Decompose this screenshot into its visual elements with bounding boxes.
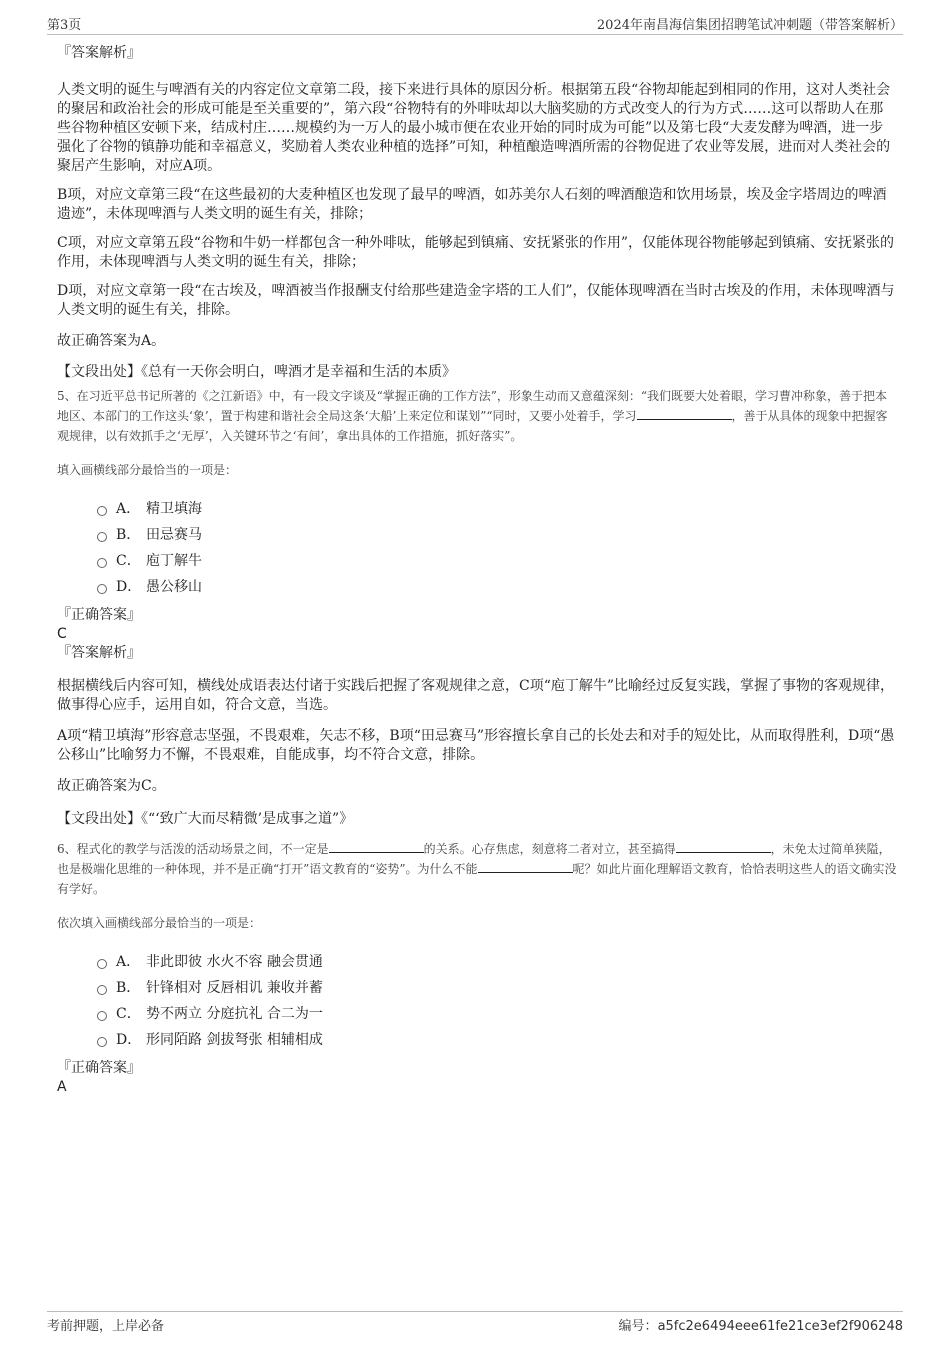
q4-analysis-paragraph: 人类文明的诞生与啤酒有关的内容定位文章第二段，接下来进行具体的原因分析。根据第五段“谷物却能起到相同的作用，这对人类社会的聚居和政治社会的形成可能是至关重要的”，第六段“谷物特有的外啡呔却以大脑奖励的方式改变人的行为方式……这可以帮助人在那些谷物种植区安顿下来，结成村庄……规模约为一万人的最小城市便在农业开始的同时成为可能”以及第七段“大麦发酵为啤酒，进一步强化了谷物的镇静功能和幸福意义，奖励着人类农业种植的选择”可知，种植酿造啤酒所需的谷物促进了农业等发展，进而对人类社会的聚居产生影响，对应A项。: [57, 82, 891, 174]
option-letter: A．: [116, 954, 141, 970]
q4-analysis-paragraph: C项，对应文章第五段“谷物和牛奶一样都包含一种外啡呔，能够起到镇痛、安抚紧张的作用”，仅能体现谷物能够起到镇痛、安抚紧张的作用，未体现啤酒与人类文明的诞生有关，排除；: [57, 235, 895, 270]
q5-analysis-paragraph: 根据横线后内容可知，横线处成语表达付诸于实践后把握了客观规律之意，C项“庖丁解牛”比喻经过反复实践，掌握了事物的客观规律，做事得心应手，运用自如，符合文意，当选。: [57, 678, 895, 713]
q4-analysis-paragraph: D项，对应文章第一段“在古埃及，啤酒被当作报酬支付给那些建造金字塔的工人们”，仅能体现啤酒在当时古埃及的作用，未体现啤酒与人类文明的诞生有关，排除。: [57, 283, 895, 318]
q5-option-a[interactable]: [97, 496, 897, 522]
footer-motto: 考前押题，上岸必备: [47, 1319, 165, 1334]
q6-stem: [57, 839, 897, 899]
q5-analysis-label: 『答案解析』: [57, 645, 141, 661]
serial-value: a5fc2e6494eee61fe21ce3ef2f906248: [657, 1319, 903, 1334]
q5-analysis-paragraph: A项“精卫填海”形容意志坚强，不畏艰难，矢志不移，B项“田忌赛马”形容擅长拿自己的长处去和对手的短处比，从而取得胜利，D项“愚公移山”比喻努力不懈，不畏艰难，自能成事，均不符合文意，排除。: [57, 728, 895, 763]
q5-conclusion: 故正确答案为C。: [57, 778, 166, 794]
radio-button[interactable]: [97, 506, 107, 516]
page-content: [57, 44, 897, 1097]
radio-button[interactable]: [97, 532, 107, 542]
q6-stem-part: 呢？如此片面化理解语文教育，恰恰表明这些人的语文确实没有学好。: [57, 862, 897, 896]
q5-prompt: 填入画横线部分最恰当的一项是：: [57, 463, 238, 477]
document-title: 2024年南昌海信集团招聘笔试冲刺题（带答案解析）: [596, 18, 903, 33]
q5-option-c[interactable]: [97, 548, 897, 574]
q6-option-b[interactable]: [97, 975, 897, 1001]
q6-answer-label: 『正确答案』: [57, 1060, 141, 1076]
page-footer: [47, 1311, 903, 1335]
option-text: 庖丁解牛: [146, 553, 202, 569]
option-text: 形同陌路 剑拔弩张 相辅相成: [146, 1032, 323, 1048]
q4-analysis-label: 『答案解析』: [57, 45, 141, 61]
q5-source: 【文段出处】《“‘致广大而尽精微’是成事之道”》: [57, 811, 354, 827]
q6-option-c[interactable]: [97, 1001, 897, 1027]
q5-stem-part: ，善于从具体的现象中把握客观规律，以有效抓手之‘无厚’，入关键环节之‘有间’，拿出具体的工作措施，抓好落实”。: [57, 409, 888, 443]
q5-answer-label: 『正确答案』: [57, 607, 141, 623]
option-text: 针锋相对 反唇相讥 兼收并蓄: [146, 980, 323, 996]
q5-answer: C: [57, 626, 67, 642]
option-letter: D．: [116, 1032, 142, 1048]
option-text: 非此即彼 水火不容 融会贯通: [146, 954, 323, 970]
fill-blank: [637, 407, 732, 420]
option-text: 精卫填海: [146, 501, 202, 517]
option-text: 愚公移山: [146, 579, 202, 595]
option-letter: A．: [116, 501, 141, 517]
fill-blank: [329, 840, 424, 853]
radio-button[interactable]: [97, 584, 107, 594]
page-header: [47, 14, 903, 35]
radio-button[interactable]: [97, 558, 107, 568]
q4-analysis-paragraph: B项，对应文章第三段“在这些最初的大麦种植区也发现了最早的啤酒，如苏美尔人石刻的啤酒酿造和饮用场景，埃及金字塔周边的啤酒遗迹”，未体现啤酒与人类文明的诞生有关，排除；: [57, 187, 887, 222]
q4-conclusion: 故正确答案为A。: [57, 333, 166, 349]
q6-prompt: 依次填入画横线部分最恰当的一项是：: [57, 916, 262, 930]
option-letter: B．: [116, 980, 141, 996]
radio-button[interactable]: [97, 1011, 107, 1021]
q5-option-d[interactable]: [97, 574, 897, 600]
option-letter: B．: [116, 527, 141, 543]
option-letter: C．: [116, 553, 141, 569]
option-letter: D．: [116, 579, 142, 595]
option-text: 势不两立 分庭抗礼 合二为一: [146, 1006, 323, 1022]
option-letter: C．: [116, 1006, 141, 1022]
radio-button[interactable]: [97, 1037, 107, 1047]
q6-option-a[interactable]: [97, 949, 897, 975]
radio-button[interactable]: [97, 985, 107, 995]
q6-stem-part: ，未免太过简单狭隘，也是极端化思维的一种体现，并不是正确“打开”语文教育的“姿势”。为什么不能: [57, 842, 891, 876]
q4-source: 【文段出处】《总有一天你会明白，啤酒才是幸福和生活的本质》: [57, 364, 456, 380]
serial-label: 编号：: [618, 1319, 658, 1334]
q5-stem-part: 5、在习近平总书记所著的《之江新语》中，有一段文字谈及“掌握正确的工作方法”，形象生动而又意蕴深刻：“我们既要大处着眼，学习曹冲称象，善于把本地区、本部门的工作这头‘象’，置于构建和谐社会全局这条‘大船’上来定位和谋划”“同时，又要小处着手，学习: [57, 389, 888, 423]
radio-button[interactable]: [97, 959, 107, 969]
q5-stem: [57, 386, 897, 446]
document-serial: [619, 1315, 903, 1334]
q6-stem-part: 6、程式化的教学与活泼的活动场景之间，不一定是: [57, 842, 329, 856]
fill-blank: [676, 840, 771, 853]
q6-options: [97, 949, 897, 1053]
option-text: 田忌赛马: [146, 527, 202, 543]
fill-blank: [478, 860, 573, 873]
q6-option-d[interactable]: [97, 1027, 897, 1053]
q5-options: [97, 496, 897, 600]
q6-stem-part: 的关系。心存焦虑，刻意将二者对立，甚至搞得: [423, 842, 676, 856]
page-number: 第3页: [47, 18, 82, 33]
q6-answer: A: [57, 1079, 67, 1095]
q5-option-b[interactable]: [97, 522, 897, 548]
